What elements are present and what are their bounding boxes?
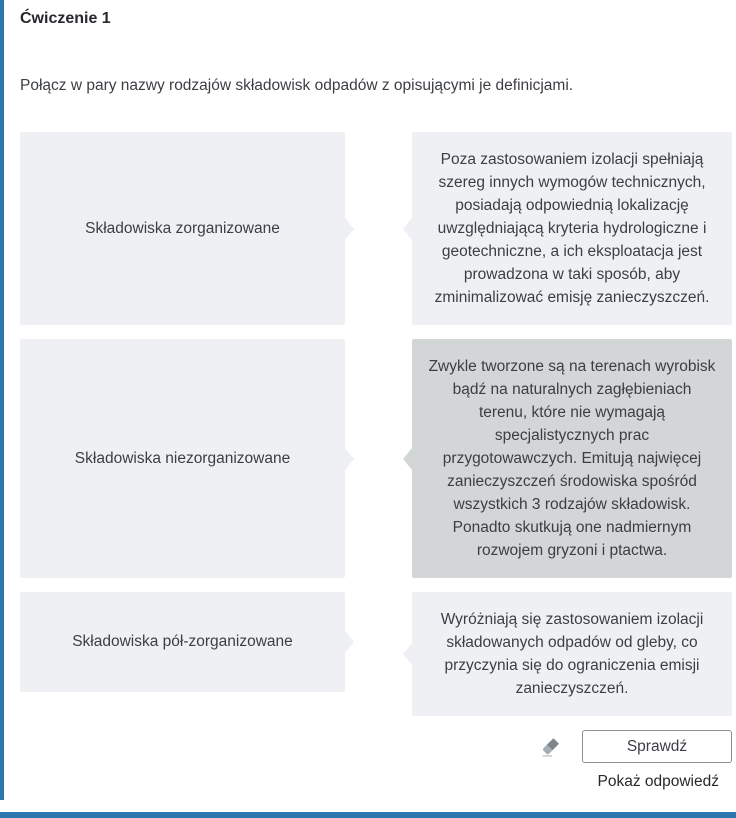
term-box-zorganizowane[interactable] (20, 132, 345, 325)
show-answer-link[interactable]: Pokaż odpowiedź (597, 773, 719, 790)
definition-box-2[interactable] (412, 339, 732, 578)
term-box-niezorganizowane[interactable] (20, 339, 345, 578)
panel-accent-border (0, 0, 4, 800)
clear-answers-button[interactable] (537, 734, 563, 760)
exercise-title: Ćwiczenie 1 (20, 10, 111, 27)
definition-text: Zwykle tworzone są na terenach wyrobisk bądź na naturalnych zagłębieniach terenu, które nie wymagają specjalistycznych prac przygotowawczych. Emitują najwięcej zanieczyszczeń środowiska spośród wszystkich 3 rodzajów składowisk. Ponadto skutkują one nadmiernym rozwojem gryzoni i ptactwa. (428, 358, 716, 559)
connector-arrow-left-icon (403, 643, 412, 665)
match-row (20, 592, 732, 716)
exercise-panel (20, 0, 732, 791)
term-box-pol-zorganizowane[interactable] (20, 592, 345, 692)
matching-area (20, 132, 732, 716)
section-divider-bar (0, 812, 736, 818)
eraser-icon (538, 735, 562, 759)
term-label: Składowiska pół-zorganizowane (72, 633, 293, 650)
definition-text: Wyróżniają się zastosowaniem izolacji składowanych odpadów od gleby, co przyczynia się do ograniczenia emisji zanieczyszczeń. (440, 611, 704, 697)
term-label: Składowiska zorganizowane (85, 219, 280, 237)
term-label: Składowiska niezorganizowane (74, 449, 291, 467)
definition-box-1[interactable] (412, 132, 732, 325)
connector-arrow-left-icon (403, 218, 412, 240)
connector-arrow-right-icon (345, 448, 354, 470)
check-button[interactable]: Sprawdź (582, 730, 732, 763)
definition-box-3[interactable] (412, 592, 732, 716)
connector-arrow-left-icon (403, 448, 412, 470)
match-row (20, 339, 732, 578)
definition-text: Poza zastosowaniem izolacji spełniają szereg innych wymogów technicznych, posiadają odpowiednią lokalizację uwzględniającą kryteria hydrologiczne i geotechniczne, a ich eksploatacja jest prowadzona w taki sposób, aby zminimalizować emisję zanieczyszczeń. (434, 151, 710, 306)
connector-arrow-right-icon (345, 631, 354, 653)
connector-arrow-right-icon (345, 218, 354, 240)
controls-row (20, 730, 732, 763)
match-row (20, 132, 732, 325)
exercise-instruction: Połącz w pary nazwy rodzajów składowisk odpadów z opisującymi je definicjami. (20, 77, 574, 94)
show-answer-row (20, 773, 732, 791)
